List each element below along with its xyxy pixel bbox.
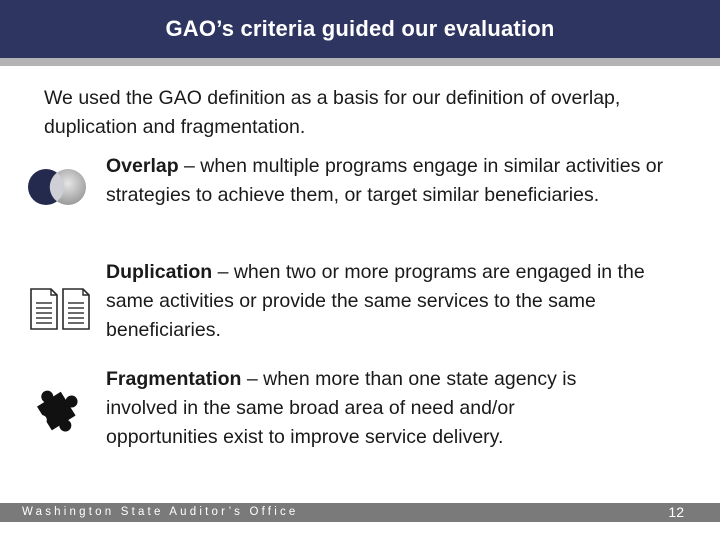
intro-text: We used the GAO definition as a basis for our definition of overlap, duplication and fragmentation.: [44, 87, 621, 138]
page-number: 12: [668, 504, 684, 520]
duplicate-documents-icon: [28, 287, 92, 331]
footer-organization: Washington State Auditor’s Office: [22, 506, 299, 518]
list-item-fragmentation: [106, 365, 626, 452]
term-overlap: Overlap: [106, 155, 179, 177]
definition-fragmentation: – when more than one state agency is involved in the same broad area of need and/or opportunities exist to improve service delivery.: [106, 368, 577, 448]
term-duplication: Duplication: [106, 261, 213, 283]
slide-title: GAO’s criteria guided our evaluation: [165, 16, 555, 41]
overlapping-circles-icon: [26, 168, 90, 206]
list-item-duplication: [106, 258, 686, 345]
definition-overlap: – when multiple programs engage in similar activities or strategies to achieve them, or target similar beneficiaries.: [106, 155, 664, 206]
title-divider: [0, 58, 720, 66]
list-item-overlap: [106, 152, 686, 210]
puzzle-piece-icon: [30, 384, 86, 436]
term-fragmentation: Fragmentation: [106, 368, 242, 390]
title-bar: [0, 0, 720, 58]
definition-duplication: – when two or more programs are engaged in the same activities or provide the same services to the same beneficiaries.: [106, 261, 645, 341]
